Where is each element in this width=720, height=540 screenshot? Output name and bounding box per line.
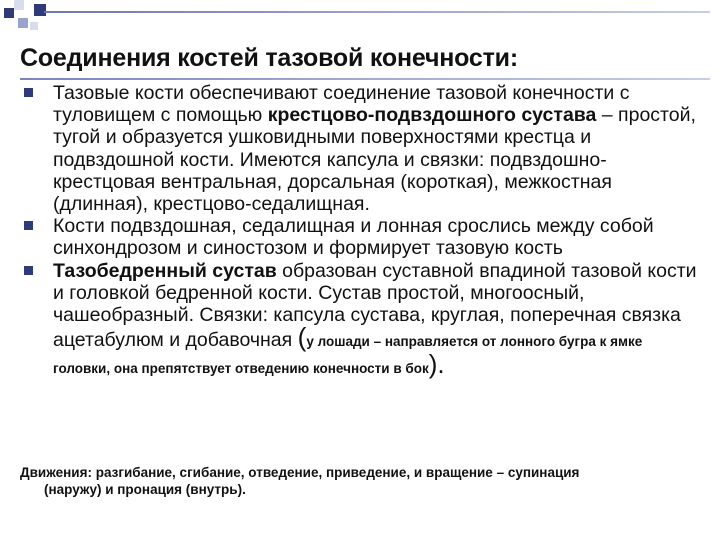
- bullet-text: – простой, тугой и образуется ушковидными поверхностями крестца и подвздошной кости. Имеются капсула и связки: подвздошно-крестцовая вентральная, дорсальная (короткая), межкостная (длинная), крестцово-седалищная.: [53, 104, 696, 216]
- square-bullet-icon: [24, 88, 33, 97]
- bullet-item: [20, 260, 700, 381]
- bullet-text: Кости подвздошная, седалищная и лонная срослись между собой синхондрозом и синостозом и формирует тазовую кость: [53, 215, 654, 260]
- decor-square: [30, 22, 38, 30]
- movements-note: [20, 464, 700, 498]
- bullet-bold-term: крестцово-подвздошного сустава: [267, 104, 597, 127]
- bullet-item: [20, 82, 700, 215]
- bullet-text: Тазовые кости обеспечивают соединение тазовой конечности с туловищем с помощью: [53, 82, 630, 127]
- bullet-bold-term: Тазобедренный сустав: [53, 259, 277, 282]
- bullet-item: [20, 215, 700, 259]
- square-bullet-icon: [24, 221, 33, 230]
- paren-close: ).: [428, 349, 445, 380]
- square-bullet-icon: [24, 266, 33, 275]
- decor-square: [14, 0, 24, 10]
- bullet-list: [20, 82, 700, 381]
- movements-line-1: Движения: разгибание, сгибание, отведение, приведение, и вращение – супинация: [20, 465, 580, 480]
- slide-title: Соединения костей тазовой конечности:: [20, 44, 518, 72]
- bullet-note: у лошади – направляется от лонного бугра к ямке головки, она препятствует отведению конечности в бок: [53, 334, 643, 377]
- paren-open: (: [297, 322, 307, 353]
- decor-square: [4, 8, 14, 18]
- decor-square: [18, 18, 28, 28]
- bullet-text: образован суставной впадиной тазовой кости и головкой бедренной кости. Сустав простой, многоосный, чашеобразный. Связки: капсула сустава, круглая, поперечная связка ацетабулюм и добавочная: [53, 259, 697, 352]
- top-divider: [44, 11, 710, 13]
- decor-square: [34, 4, 46, 16]
- title-underline: [20, 78, 710, 80]
- movements-line-2: (наружу) и пронация (внутрь).: [44, 482, 246, 497]
